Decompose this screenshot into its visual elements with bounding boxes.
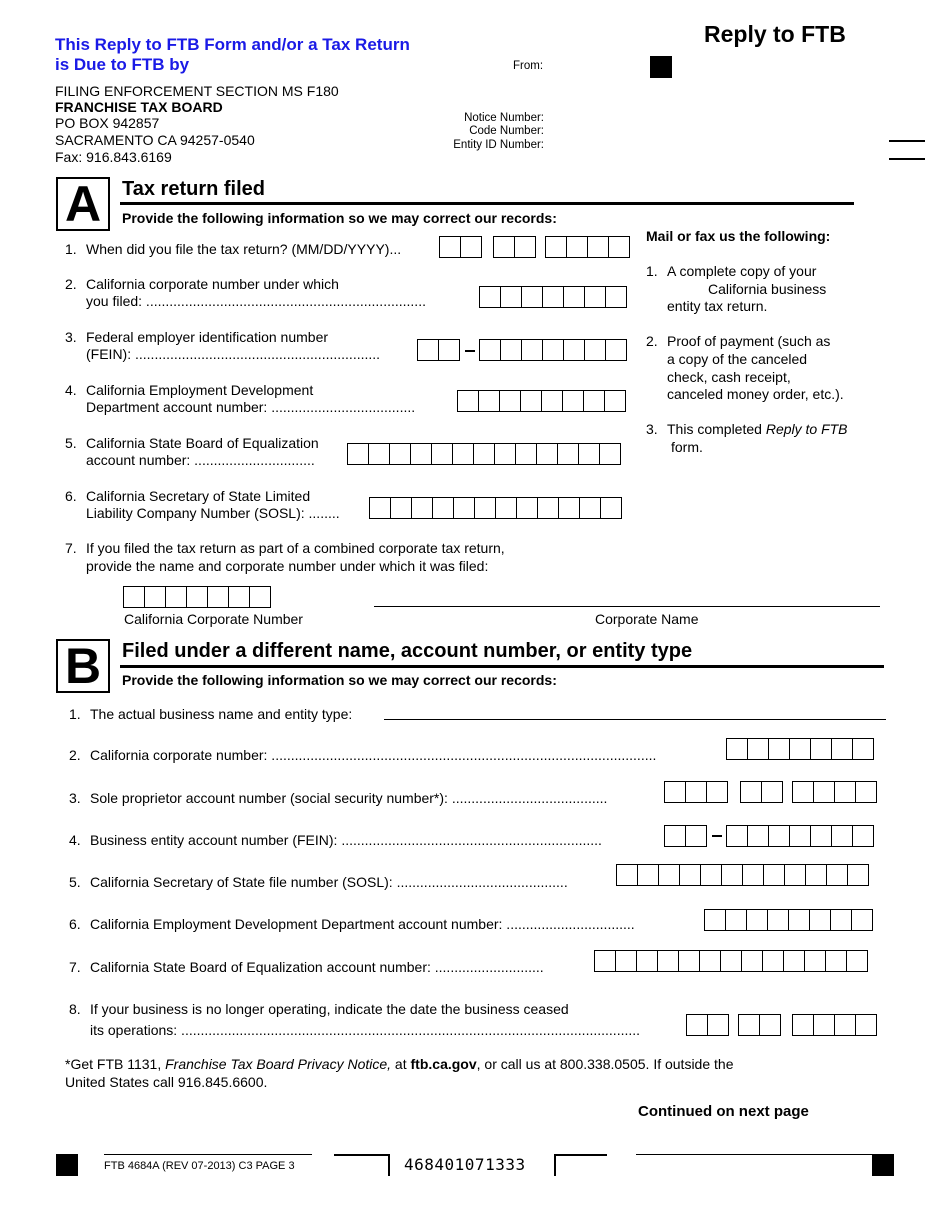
- registration-mark: [56, 1154, 78, 1176]
- a-q7-corp-number-label: California Corporate Number: [124, 611, 303, 627]
- section-b-title: Filed under a different name, account number, or entity type: [122, 640, 693, 662]
- a-q3-text: Federal employer identification number: [86, 329, 329, 345]
- b-q5-sosl-input[interactable]: [616, 864, 869, 886]
- form-title: Reply to FTB: [704, 21, 846, 47]
- a-q2-corp-number-input[interactable]: [479, 286, 627, 308]
- footnote-line-1: [65, 1056, 733, 1074]
- a-q1-number: 1.: [65, 241, 77, 257]
- b-q1-text: The actual business name and entity type:: [90, 706, 353, 722]
- b-q2-number: 2.: [69, 747, 81, 763]
- a-q6-sosl-input[interactable]: [369, 497, 622, 519]
- b-q8-number: 8.: [69, 1001, 81, 1017]
- a-q7-text-2: provide the name and corporate number under which it was filed:: [86, 558, 489, 574]
- b-q8-year-input[interactable]: [792, 1014, 877, 1036]
- b-q3-text: Sole proprietor account number (social security number*): ........................................: [90, 790, 608, 806]
- entity-id-label: Entity ID Number:: [453, 139, 544, 151]
- footnote-italic: Franchise Tax Board Privacy Notice,: [165, 1056, 392, 1072]
- margin-mark: [889, 140, 925, 142]
- b-q5-text: California Secretary of State file number (SOSL): ............................................: [90, 874, 568, 890]
- due-line-2: is Due to FTB by: [55, 55, 190, 74]
- due-line-1: This Reply to FTB Form and/or a Tax Return: [55, 35, 410, 54]
- mail-item-3-number: 3.: [646, 421, 658, 437]
- b-q6-number: 6.: [69, 916, 81, 932]
- a-q4-text: California Employment Development: [86, 382, 314, 398]
- mail-item-3-line: form.: [671, 439, 703, 455]
- mail-item-1-line: A complete copy of your: [667, 263, 817, 279]
- a-q7-corp-number-input[interactable]: [123, 586, 271, 608]
- section-a-title: Tax return filed: [122, 178, 265, 200]
- mail-item-3-line: [667, 421, 848, 439]
- address-line-5: Fax: 916.843.6169: [55, 149, 172, 165]
- a-q6-number: 6.: [65, 488, 77, 504]
- b-q4-dash: [712, 835, 722, 837]
- a-q7-corp-name-input[interactable]: [374, 606, 880, 607]
- section-a-subtitle: Provide the following information so we may correct our records:: [122, 210, 557, 226]
- address-line-3: PO BOX 942857: [55, 115, 160, 131]
- code-number-label: Code Number:: [469, 125, 544, 137]
- a-q5-number: 5.: [65, 435, 77, 451]
- address-line-4: SACRAMENTO CA 94257-0540: [55, 132, 255, 148]
- registration-mark: [872, 1154, 894, 1176]
- b-q2-text: California corporate number: ...................................................................................................: [90, 747, 657, 763]
- a-q6-text-2: Liability Company Number (SOSL): ........: [86, 505, 340, 521]
- b-q4-fein-suffix-input[interactable]: [726, 825, 874, 847]
- a-q3-fein-suffix-input[interactable]: [479, 339, 627, 361]
- a-q4-edd-input[interactable]: [457, 390, 626, 412]
- footnote-line-2: United States call 916.845.6600.: [65, 1074, 268, 1090]
- address-line-1: FILING ENFORCEMENT SECTION MS F180: [55, 83, 339, 99]
- a-q3-dash: [465, 350, 475, 352]
- a-q3-text-2: (FEIN): ...............................................................: [86, 346, 381, 362]
- mail-item-2-line: canceled money order, etc.).: [667, 386, 844, 402]
- b-q6-text: California Employment Development Department account number: .................................: [90, 916, 635, 932]
- footer-bracket: [554, 1154, 607, 1156]
- a-q4-number: 4.: [65, 382, 77, 398]
- footnote-suffix: , or call us at 800.338.0505. If outside the: [476, 1056, 734, 1072]
- mail-item-1-line: California business: [708, 281, 827, 297]
- address-line-2: FRANCHISE TAX BOARD: [55, 99, 223, 115]
- footnote-prefix: *Get FTB 1131,: [65, 1056, 166, 1072]
- mail-item-3-italic: Reply to FTB: [765, 421, 848, 437]
- notice-number-label: Notice Number:: [464, 112, 544, 124]
- a-q5-text: California State Board of Equalization: [86, 435, 319, 451]
- a-q7-number: 7.: [65, 540, 77, 556]
- margin-mark: [889, 158, 925, 160]
- b-q6-edd-input[interactable]: [704, 909, 873, 931]
- b-q4-number: 4.: [69, 832, 81, 848]
- mail-item-2-line: check, cash receipt,: [667, 369, 791, 385]
- b-q7-text: California State Board of Equalization account number: ............................: [90, 959, 544, 975]
- footer-bracket: [554, 1154, 556, 1176]
- b-q4-text: Business entity account number (FEIN): ...................................................................: [90, 832, 602, 848]
- a-q5-boe-input[interactable]: [347, 443, 621, 465]
- a-q1-text: When did you file the tax return? (MM/DD/YYYY)...: [86, 241, 402, 257]
- a-q4-text-2: Department account number: .....................................: [86, 399, 416, 415]
- b-q8-day-input[interactable]: [738, 1014, 781, 1036]
- b-q2-corp-number-input[interactable]: [726, 738, 874, 760]
- mail-item-1-number: 1.: [646, 263, 658, 279]
- footer-bracket: [388, 1154, 390, 1176]
- b-q8-month-input[interactable]: [686, 1014, 729, 1036]
- b-q3-ssn-serial-input[interactable]: [792, 781, 877, 803]
- mail-item-2-line: Proof of payment (such as: [667, 333, 831, 349]
- b-q8-text: If your business is no longer operating, indicate the date the business ceased: [90, 1001, 569, 1017]
- from-label: From:: [513, 60, 544, 72]
- form-id: FTB 4684A (REV 07-2013) C3 PAGE 3: [104, 1160, 295, 1172]
- b-q7-boe-input[interactable]: [594, 950, 868, 972]
- footer-rule: [636, 1154, 872, 1155]
- section-b-subtitle: Provide the following information so we may correct our records:: [122, 672, 557, 688]
- a-q1-month-input[interactable]: [439, 236, 482, 258]
- b-q1-business-name-input[interactable]: [384, 719, 886, 720]
- a-q6-text: California Secretary of State Limited: [86, 488, 311, 504]
- b-q3-ssn-area-input[interactable]: [664, 781, 728, 803]
- a-q5-text-2: account number: ...............................: [86, 452, 315, 468]
- mail-fax-heading: Mail or fax us the following:: [646, 228, 831, 244]
- a-q7-corp-name-label: Corporate Name: [595, 611, 699, 627]
- a-q2-text: California corporate number under which: [86, 276, 339, 292]
- section-b-rule: [120, 665, 884, 668]
- a-q7-text: If you filed the tax return as part of a combined corporate tax return,: [86, 540, 505, 556]
- footer-bracket: [334, 1154, 390, 1156]
- b-q7-number: 7.: [69, 959, 81, 975]
- a-q3-fein-prefix-input[interactable]: [417, 339, 460, 361]
- footer-rule: [104, 1154, 312, 1155]
- section-b-letter: B: [56, 639, 110, 693]
- b-q3-number: 3.: [69, 790, 81, 806]
- a-q1-day-input[interactable]: [493, 236, 536, 258]
- mail-item-1-line: entity tax return.: [667, 298, 768, 314]
- b-q4-fein-prefix-input[interactable]: [664, 825, 707, 847]
- b-q1-number: 1.: [69, 706, 81, 722]
- barcode-number: 468401071333: [404, 1155, 526, 1174]
- continued-note: Continued on next page: [638, 1103, 809, 1120]
- mail-item-2-line: a copy of the canceled: [667, 351, 808, 367]
- b-q8-text-2: its operations: ......................................................................................................................: [90, 1022, 641, 1038]
- a-q2-text-2: you filed: ........................................................................: [86, 293, 426, 309]
- footnote-mid: at: [391, 1056, 411, 1072]
- b-q3-ssn-group-input[interactable]: [740, 781, 783, 803]
- mail-item-3-text: This completed: [667, 421, 766, 437]
- b-q5-number: 5.: [69, 874, 81, 890]
- registration-mark: [650, 56, 672, 78]
- a-q2-number: 2.: [65, 276, 77, 292]
- mail-item-2-number: 2.: [646, 333, 658, 349]
- a-q1-year-input[interactable]: [545, 236, 630, 258]
- a-q3-number: 3.: [65, 329, 77, 345]
- footnote-website-link[interactable]: ftb.ca.gov: [410, 1056, 477, 1072]
- section-a-letter: A: [56, 177, 110, 231]
- section-a-rule: [120, 202, 854, 205]
